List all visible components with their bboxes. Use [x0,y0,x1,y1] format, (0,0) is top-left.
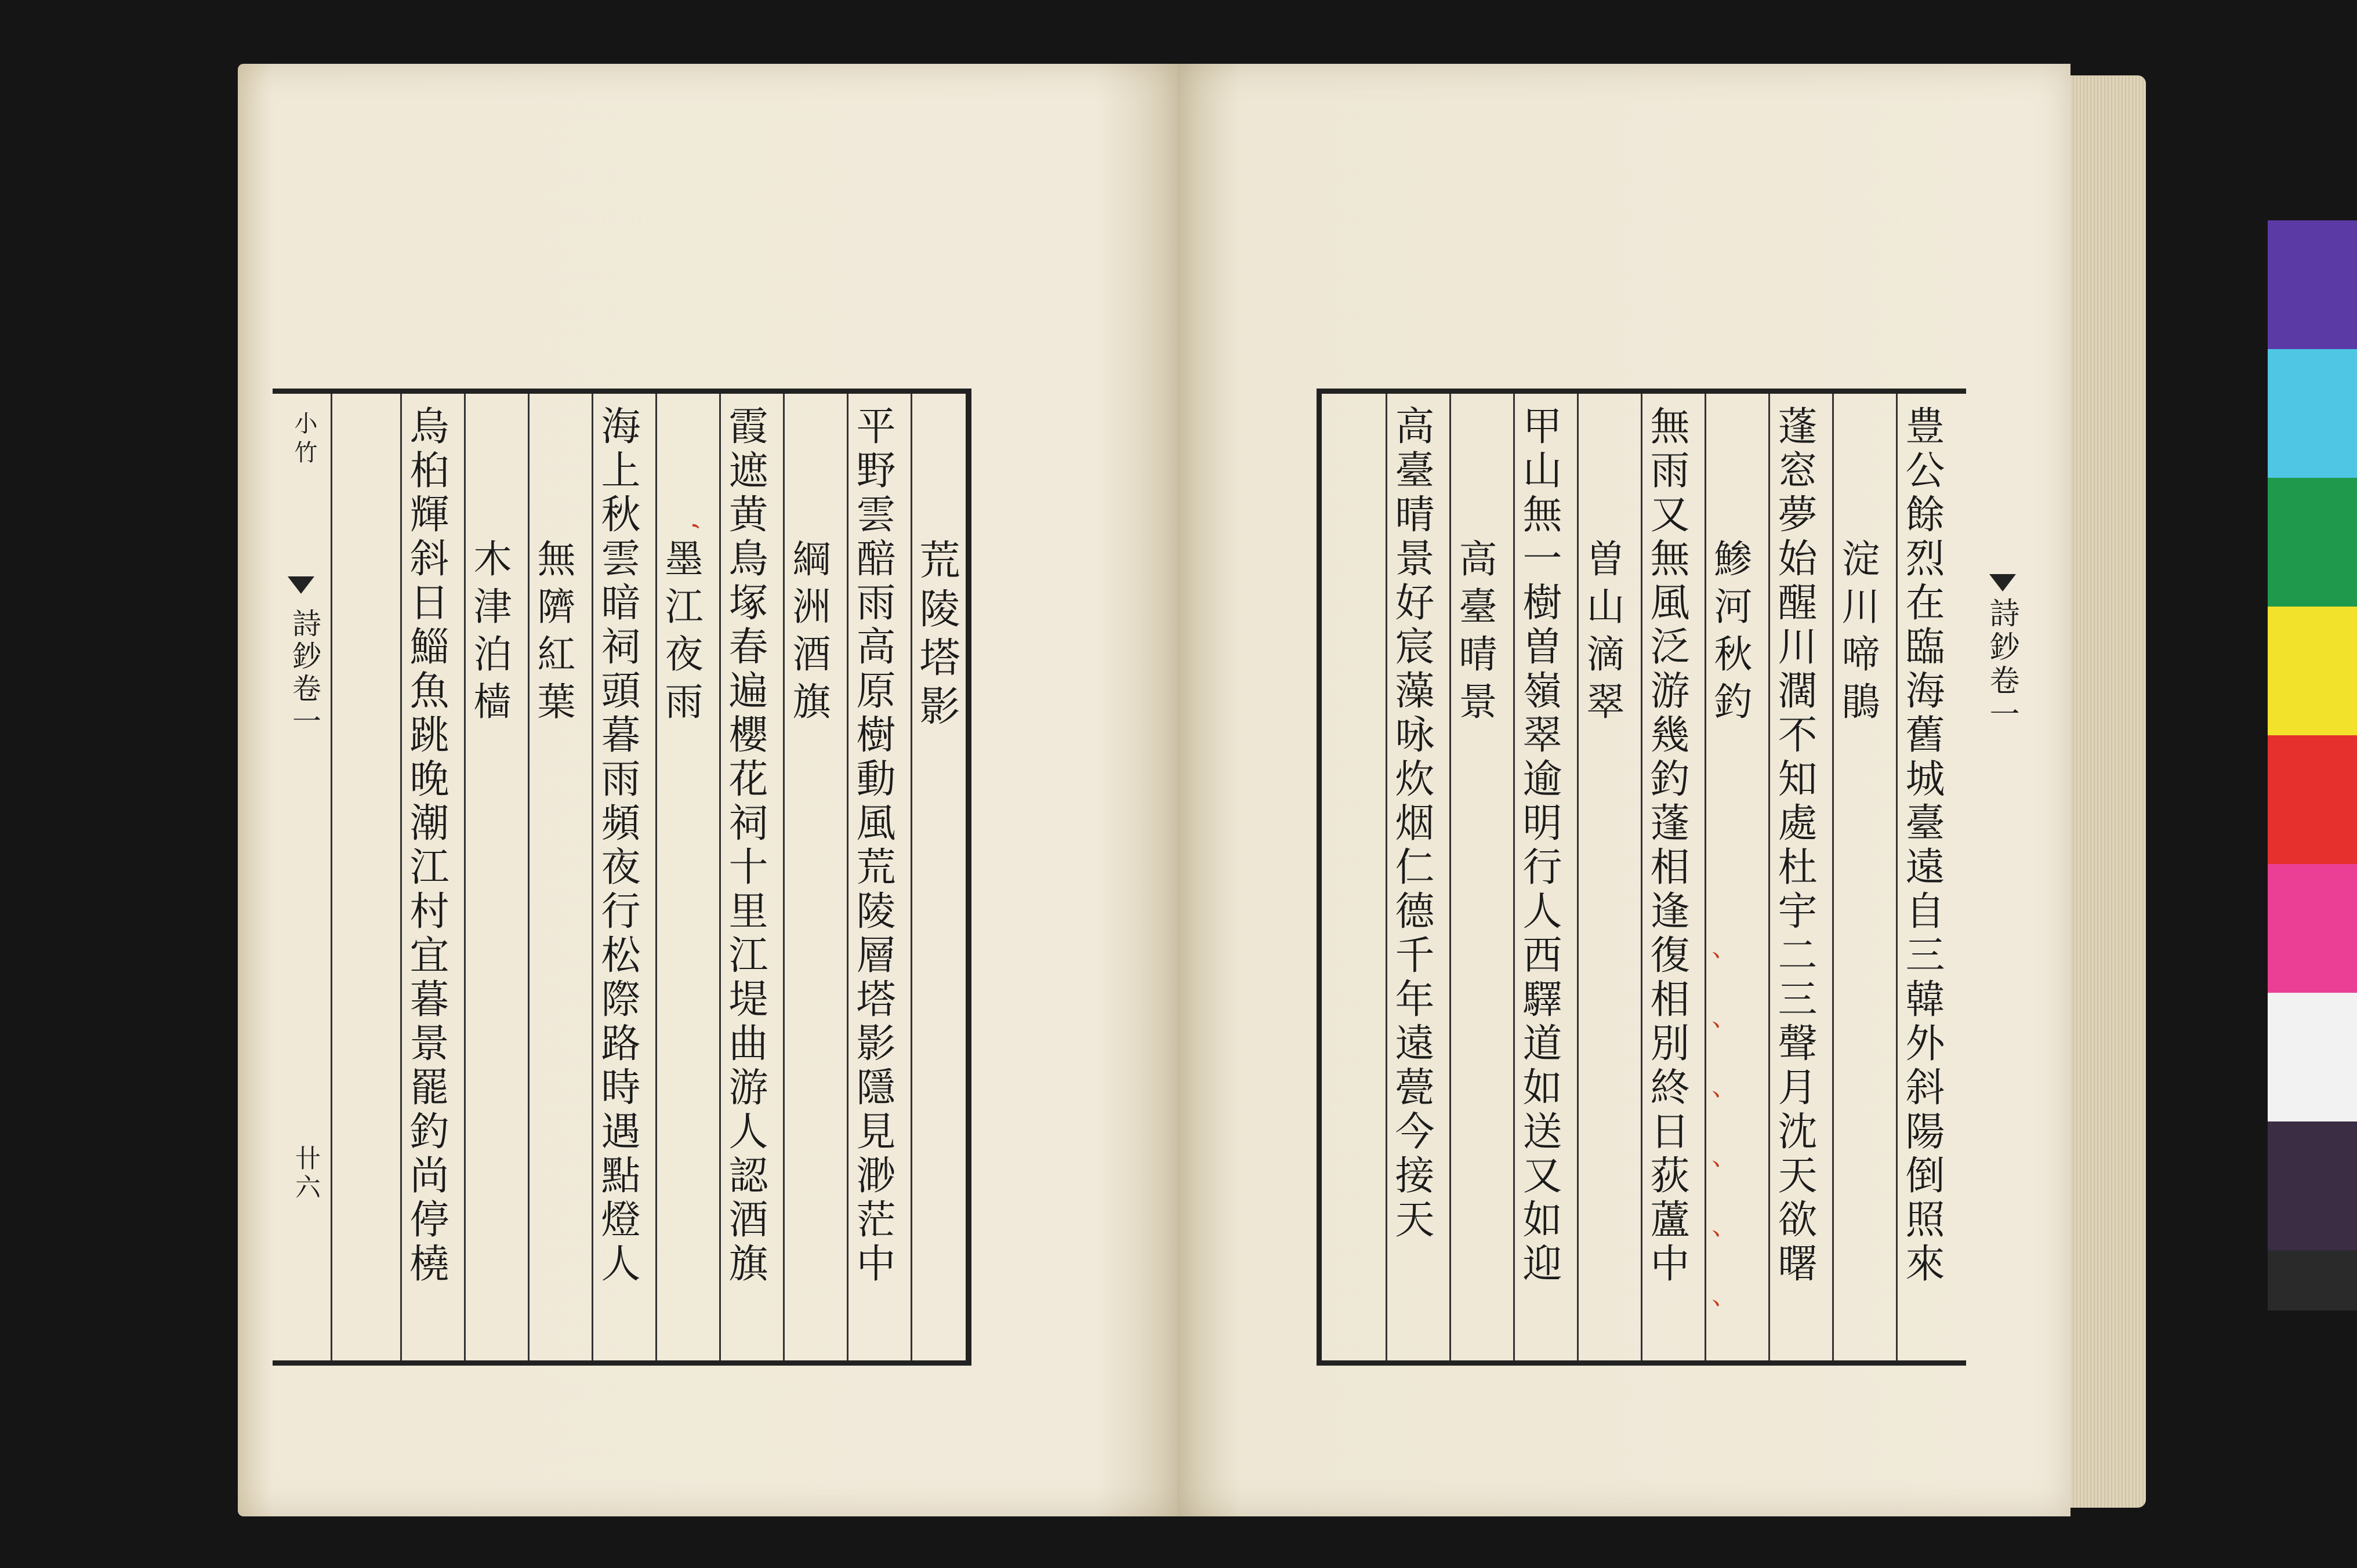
red-annotation-mark: 、 [1691,1090,1722,1116]
left-text-frame [273,389,971,1366]
red-annotation-mark: ‘ [673,521,704,530]
margin-volume: 詩鈔卷一 [288,608,321,738]
poem-title: 鯵河秋釣 [1707,539,1752,729]
poem-line: 無雨又無風泛游幾釣蓬相逢復相別終日荻蘆中 [1644,405,1689,1287]
red-annotation-mark: 、 [1691,950,1722,977]
column-rule [783,394,785,1360]
column-rule [1386,394,1387,1360]
column-rule [911,394,912,1360]
poem-line: 蓬窓夢始醒川濶不知處杜宇二三聲月沈天欲曙 [1771,405,1817,1287]
red-annotation-mark: 、 [1691,1298,1722,1325]
swatch-yellow [2268,607,2357,735]
column-rule [847,394,848,1360]
column-rule [1896,394,1898,1360]
poem-title: 墨江夜雨 [658,539,703,729]
poem-title: 曽山滴翠 [1580,539,1624,729]
swatch-cyan [2268,349,2357,478]
column-rule [1641,394,1642,1360]
column-rule [528,394,530,1360]
column-rule [655,394,657,1360]
column-rule [400,394,402,1360]
poem-title: 綱洲酒旗 [786,539,831,729]
red-annotation-mark: 、 [1691,1159,1722,1186]
poem-title: 荒陵塔影 [913,539,960,734]
swatch-black [2268,1250,2357,1311]
swatch-magenta [2268,864,2357,993]
open-book [238,64,2146,1516]
poem-line: 高臺晴景好宸藻咏炊烟仁德千年遠甍今接天 [1388,405,1434,1243]
column-rule [592,394,593,1360]
right-text-frame [1317,389,1966,1366]
margin-volume: 詩鈔卷一 [1984,597,2019,732]
column-rule [1577,394,1579,1360]
column-rule [1705,394,1706,1360]
red-annotation-mark: 、 [1691,1229,1722,1255]
poem-title: 淀川啼鵑 [1835,539,1880,729]
fishtail-mark [1989,574,2016,591]
column-rule [464,394,466,1360]
poem-line: 平野雲醅雨高原樹動風荒陵層塔影隱見渺茫中 [850,405,895,1287]
right-page [1177,64,2070,1516]
left-page [238,64,1177,1516]
swatch-purple [2268,220,2357,349]
swatch-white [2268,993,2357,1121]
poem-line: 甲山無一樹曽嶺翠逾明行人西驛道如送又如迎 [1516,405,1562,1287]
poem-title: 高臺晴景 [1452,539,1497,729]
column-rule [1513,394,1515,1360]
red-annotation-mark: 、 [1691,1020,1722,1047]
column-rule [1832,394,1834,1360]
swatch-red [2268,735,2357,864]
poem-line: 海上秋雲暗祠頭暮雨頻夜行松際路時遇點燈人 [594,405,640,1287]
column-rule [1768,394,1770,1360]
poem-line: 霞遮黄鳥塚春遍櫻花祠十里江堤曲游人認酒旗 [722,405,768,1287]
column-rule [1449,394,1451,1360]
margin-rule [331,394,332,1360]
color-calibration-card [2268,220,2357,1311]
poem-title: 木津泊樯 [467,539,512,729]
page-edges [2070,75,2146,1508]
swatch-dark-purple [2268,1121,2357,1250]
poem-title: 無隮紅葉 [531,539,575,729]
fishtail-mark [288,576,314,594]
poem-line: 豊公餘烈在臨海舊城臺遠自三韓外斜陽倒照來 [1899,405,1945,1287]
column-rule [719,394,721,1360]
margin-title: 小竹 [291,411,317,469]
swatch-green [2268,478,2357,607]
poem-line: 烏桕輝斜日鯔魚跳晚潮江村宜暮景罷釣尚停橈 [403,405,449,1287]
page-number: 卄六 [291,1145,320,1203]
